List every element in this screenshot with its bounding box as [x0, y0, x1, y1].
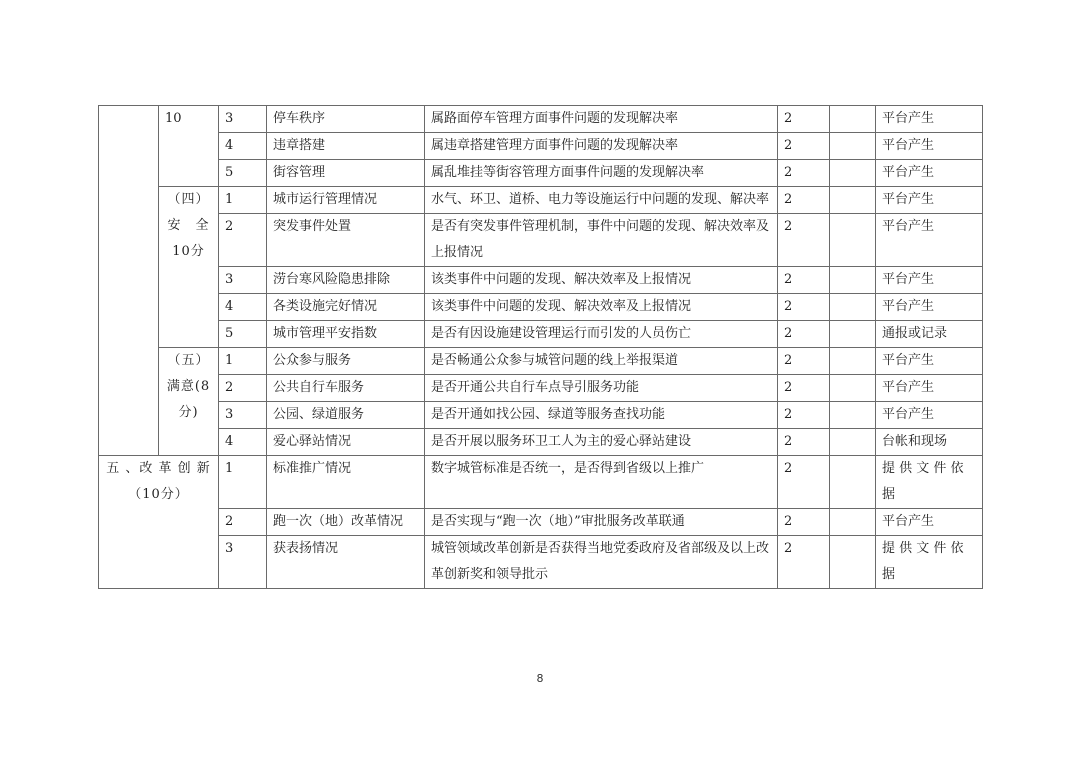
item-source: 平台产生: [876, 375, 983, 402]
item-content: 是否有突发事件管理机制，事件中问题的发现、解决效率及上报情况: [425, 214, 778, 267]
table-row: [99, 133, 983, 160]
item-content: 是否实现与“跑一次（地）”审批服务改革联通: [425, 509, 778, 536]
item-score: 2: [778, 429, 830, 456]
row-index: 3: [219, 536, 267, 589]
item-name: 城市管理平安指数: [267, 321, 425, 348]
row-index: 5: [219, 321, 267, 348]
item-source: 平台产生: [876, 133, 983, 160]
item-score: 2: [778, 267, 830, 294]
page-number: 8: [536, 672, 544, 685]
subcategory-safety: [159, 187, 219, 348]
item-content: 是否畅通公众参与城管问题的线上举报渠道: [425, 348, 778, 375]
row-index: 1: [219, 348, 267, 375]
table-row: [99, 187, 983, 214]
item-name: 公园、绿道服务: [267, 402, 425, 429]
item-note: [830, 348, 876, 375]
item-name: 城市运行管理情况: [267, 187, 425, 214]
section-reform-innovation: [99, 456, 219, 589]
item-content: 该类事件中问题的发现、解决效率及上报情况: [425, 294, 778, 321]
item-score: 2: [778, 294, 830, 321]
row-index: 4: [219, 294, 267, 321]
item-source: 台帐和现场: [876, 429, 983, 456]
row-index: 1: [219, 456, 267, 509]
subcategory-label: （五）: [167, 353, 210, 368]
item-score: 2: [778, 321, 830, 348]
table-row: [99, 348, 983, 375]
item-note: [830, 187, 876, 214]
item-source: 提 供 文 件 依 据: [876, 456, 983, 509]
item-source: 平台产生: [876, 160, 983, 187]
item-name: 获表扬情况: [267, 536, 425, 589]
row-index: 3: [219, 402, 267, 429]
item-source: 平台产生: [876, 214, 983, 267]
subcategory-label: 分): [178, 405, 199, 420]
item-content: 属路面停车管理方面事件问题的发现解决率: [425, 106, 778, 133]
item-source: 平台产生: [876, 187, 983, 214]
item-note: [830, 429, 876, 456]
item-score: 2: [778, 348, 830, 375]
item-name: 涝台寒风险隐患排除: [267, 267, 425, 294]
item-source: 通报或记录: [876, 321, 983, 348]
item-content: 水气、环卫、道桥、电力等设施运行中问题的发现、解决率: [425, 187, 778, 214]
item-name: 公众参与服务: [267, 348, 425, 375]
item-note: [830, 160, 876, 187]
item-score: 2: [778, 456, 830, 509]
subcategory-label: 10分: [172, 244, 205, 259]
row-index: 3: [219, 267, 267, 294]
item-name: 街容管理: [267, 160, 425, 187]
item-note: [830, 267, 876, 294]
table-row: [99, 456, 983, 509]
subcategory-label: （四）: [167, 192, 210, 207]
item-score: 2: [778, 402, 830, 429]
item-score: 2: [778, 509, 830, 536]
row-index: 1: [219, 187, 267, 214]
subcategory-label: 满意(8: [166, 379, 211, 394]
item-score: 2: [778, 160, 830, 187]
table-row: [99, 214, 983, 267]
item-note: [830, 509, 876, 536]
subcategory-score: 10: [159, 106, 219, 187]
item-score: 2: [778, 214, 830, 267]
item-name: 停车秩序: [267, 106, 425, 133]
item-content: 属乱堆挂等街容管理方面事件问题的发现解决率: [425, 160, 778, 187]
item-score: 2: [778, 133, 830, 160]
item-content: 城管领域改革创新是否获得当地党委政府及省部级及以上改革创新奖和领导批示: [425, 536, 778, 589]
item-note: [830, 456, 876, 509]
evaluation-table: [98, 105, 983, 589]
item-name: 各类设施完好情况: [267, 294, 425, 321]
table-row: [99, 267, 983, 294]
table-row: [99, 160, 983, 187]
item-score: 2: [778, 375, 830, 402]
item-name: 爱心驿站情况: [267, 429, 425, 456]
row-index: 2: [219, 509, 267, 536]
item-source: 平台产生: [876, 402, 983, 429]
table-row: [99, 429, 983, 456]
row-index: 2: [219, 214, 267, 267]
row-index: 4: [219, 429, 267, 456]
item-score: 2: [778, 106, 830, 133]
item-source: 平台产生: [876, 348, 983, 375]
table-row: [99, 402, 983, 429]
section-title: 五 、改 革 创 新: [106, 461, 211, 476]
table-row: [99, 106, 983, 133]
item-content: 是否开展以服务环卫工人为主的爱心驿站建设: [425, 429, 778, 456]
item-score: 2: [778, 187, 830, 214]
table-row: [99, 509, 983, 536]
table-row: [99, 375, 983, 402]
subcategory-satisfaction: [159, 348, 219, 456]
row-index: 4: [219, 133, 267, 160]
item-name: 跑一次（地）改革情况: [267, 509, 425, 536]
table-row: [99, 321, 983, 348]
item-note: [830, 294, 876, 321]
item-note: [830, 536, 876, 589]
item-name: 标准推广情况: [267, 456, 425, 509]
row-index: 5: [219, 160, 267, 187]
item-source: 提 供 文 件 依 据: [876, 536, 983, 589]
row-index: 2: [219, 375, 267, 402]
row-index: 3: [219, 106, 267, 133]
item-note: [830, 106, 876, 133]
item-source: 平台产生: [876, 509, 983, 536]
item-name: 公共自行车服务: [267, 375, 425, 402]
item-note: [830, 214, 876, 267]
item-name: 突发事件处置: [267, 214, 425, 267]
item-source: 平台产生: [876, 106, 983, 133]
table-row: [99, 294, 983, 321]
item-content: 属违章搭建管理方面事件问题的发现解决率: [425, 133, 778, 160]
table-row: [99, 536, 983, 589]
item-content: 是否开通公共自行车点导引服务功能: [425, 375, 778, 402]
item-source: 平台产生: [876, 267, 983, 294]
item-content: 该类事件中问题的发现、解决效率及上报情况: [425, 267, 778, 294]
item-note: [830, 321, 876, 348]
item-content: 数字城管标准是否统一，是否得到省级以上推广: [425, 456, 778, 509]
item-note: [830, 375, 876, 402]
item-note: [830, 402, 876, 429]
item-content: 是否有因设施建设管理运行而引发的人员伤亡: [425, 321, 778, 348]
category-cell-blank: [99, 106, 159, 456]
item-note: [830, 133, 876, 160]
item-content: 是否开通如找公园、绿道等服务查找功能: [425, 402, 778, 429]
item-name: 违章搭建: [267, 133, 425, 160]
item-source: 平台产生: [876, 294, 983, 321]
section-score: （10分）: [128, 487, 189, 502]
item-score: 2: [778, 536, 830, 589]
subcategory-label: 安 全: [167, 218, 210, 233]
